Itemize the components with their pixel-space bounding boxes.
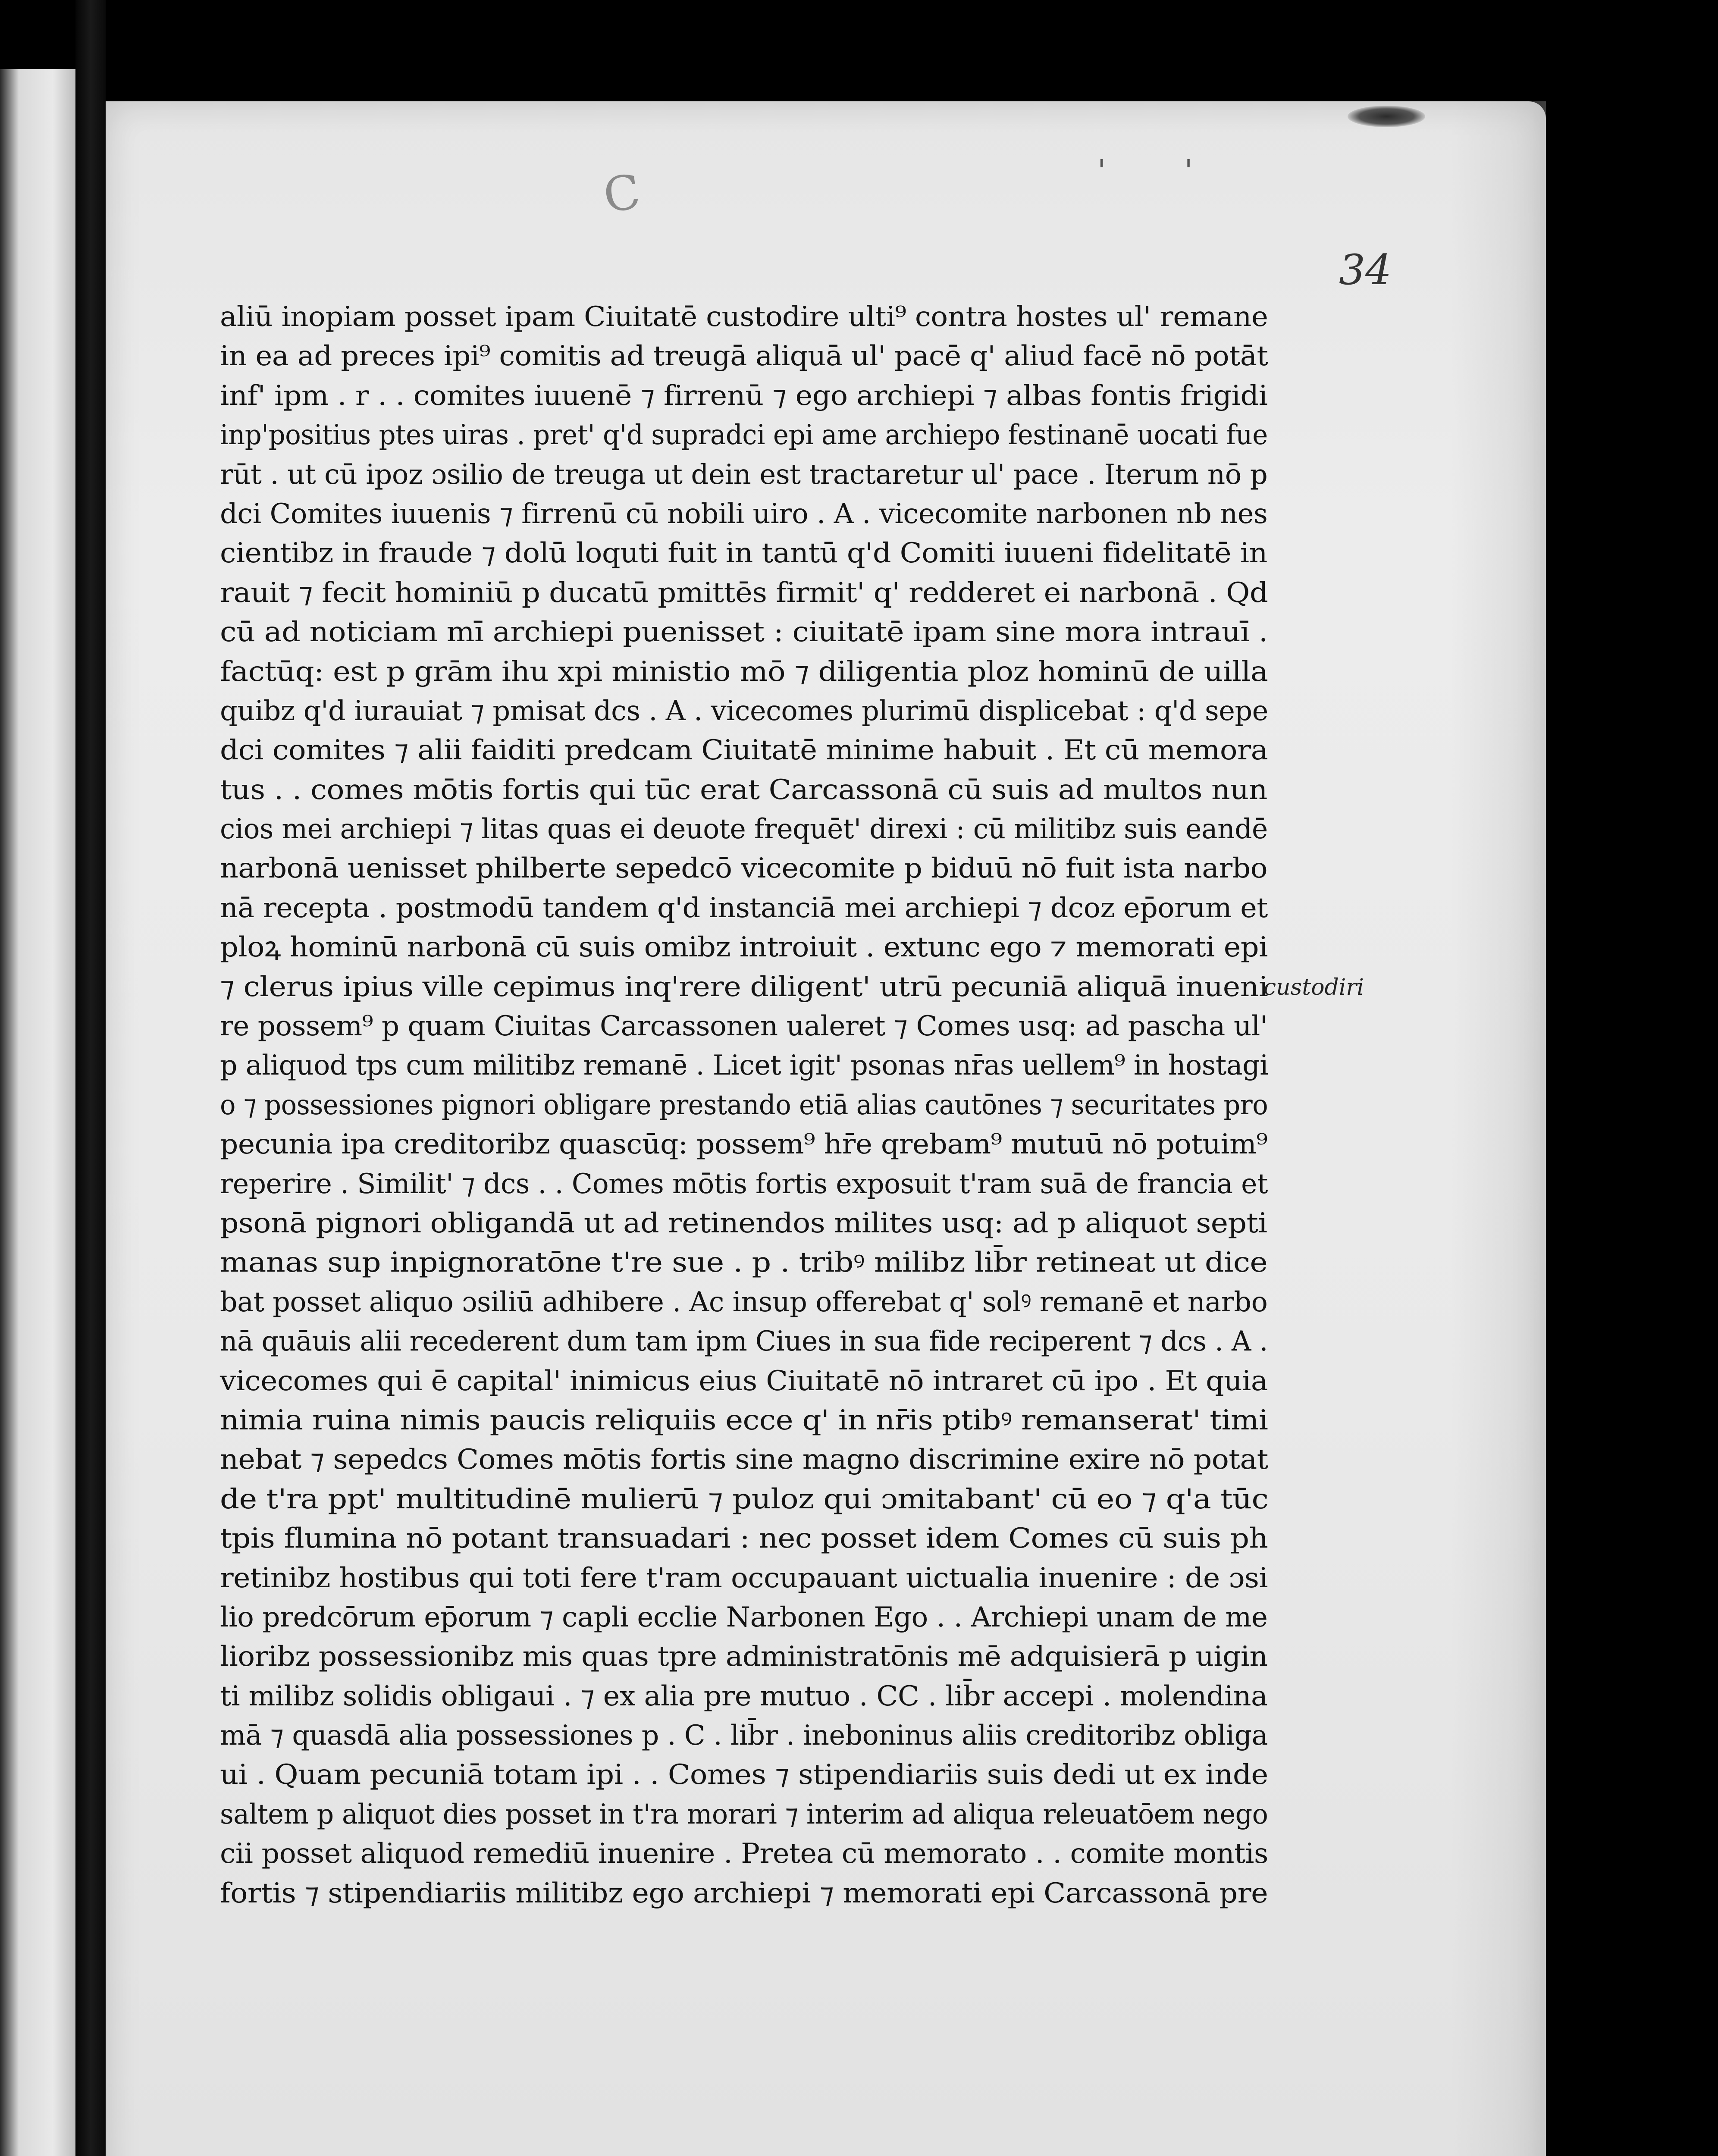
text-line: cientibz in fraude ⁊ dolū loquti fuit in tantū q'd Comiti iuueni fidelitatē in bbox=[220, 537, 1267, 570]
text-line: nā quāuis alii recederent dum tam ipm Ciues in sua fide reciperent ⁊ dcs . A . bbox=[220, 1326, 1268, 1358]
text-line: p aliquod tps cum militibz remanē . Licet igit' psonas nr̄as uellem⁹ in hostagi bbox=[220, 1050, 1268, 1082]
text-line: psonā pignori obligandā ut ad retinendos milites usq: ad p aliquot septi bbox=[220, 1207, 1267, 1239]
text-line: dci Comites iuuenis ⁊ firrenū cū nobili uiro . A . vicecomite narbonen nb nes bbox=[220, 498, 1268, 530]
text-line: dci comites ⁊ alii faiditi predcam Ciuitatē minime habuit . Et cū memora bbox=[220, 734, 1268, 767]
facing-page-edge bbox=[0, 69, 79, 2156]
text-line: ⁊ clerus ipius ville cepimus inq'rere diligent' utrū pecuniā aliquā inueni bbox=[220, 971, 1268, 1003]
text-line: reperire . Similit' ⁊ dcs . . Comes mōtis fortis exposuit t'ram suā de francia et bbox=[220, 1168, 1268, 1200]
text-line: lio predcōrum ep̄orum ⁊ capli ecclie Narbonen Ego . . Archiepi unam de me bbox=[220, 1601, 1268, 1633]
text-line: manas sup inpignoratōne t're sue . p . tribꝰ milibz lib̄r retineat ut dice bbox=[220, 1247, 1268, 1279]
text-line: rūt . ut cū ipoz ɔsilio de treuga ut dein est tractaretur ul' pace . Iterum nō p bbox=[220, 458, 1268, 491]
text-line: de t'ra ppt' multitudinē mulierū ⁊ puloz qui ɔmitabant' cū eo ⁊ q'a tūc bbox=[220, 1483, 1269, 1515]
manuscript-text-block bbox=[220, 298, 1268, 1913]
text-line: ti milibz solidis obligaui . ⁊ ex alia pre mutuo . CC . lib̄r accepi . molendina bbox=[220, 1680, 1268, 1712]
binding-gutter bbox=[75, 0, 106, 2156]
text-line: tus . . comes mōtis fortis qui tūc erat Carcassonā cū suis ad multos nun bbox=[220, 774, 1267, 806]
tick-marks: ' ' bbox=[1097, 153, 1227, 188]
text-line: inf' ipm . r . . comites iuuenē ⁊ firrenū ⁊ ego archiepi ⁊ albas fontis frigidi bbox=[220, 379, 1268, 412]
text-line: mā ⁊ quasdā alia possessiones p . C . lib̄r . ineboninus aliis creditoribz obliga bbox=[220, 1720, 1268, 1752]
corner-mark: C bbox=[600, 163, 644, 224]
text-line: fortis ⁊ stipendiariis militibz ego archiepi ⁊ memorati epi Carcassonā pre bbox=[220, 1877, 1268, 1909]
ink-stain bbox=[1348, 106, 1425, 127]
text-line: inp'positius ptes uiras . pret' q'd supradci epi ame archiepo festinanē uocati fue bbox=[220, 419, 1268, 451]
text-line: re possem⁹ p quam Ciuitas Carcassonen ualeret ⁊ Comes usq: ad pascha ul' bbox=[220, 1010, 1267, 1043]
text-line: nebat ⁊ sepedcs Comes mōtis fortis sine magno discrimine exire nō potat bbox=[220, 1444, 1268, 1476]
text-line: ploꝝ hominū narbonā cū suis omibz introiuit . extunc ego ⁊ memorati epi bbox=[220, 931, 1268, 964]
marginal-note: custodiri bbox=[1263, 975, 1364, 1000]
folio-number: 34 bbox=[1339, 246, 1392, 294]
text-line: pecunia ipa creditoribz quascūq: possem⁹ hr̄e qrebam⁹ mutuū nō potuim⁹ bbox=[220, 1128, 1268, 1161]
text-line: lioribz possessionibz mis quas tpre administratōnis mē adquisierā p uigin bbox=[220, 1641, 1268, 1673]
text-line: nā recepta . postmodū tandem q'd instanciā mei archiepi ⁊ dcoz ep̄orum et bbox=[220, 892, 1268, 924]
text-line: narbonā uenisset philberte sepedcō vicecomite p biduū nō fuit ista narbo bbox=[220, 852, 1268, 885]
text-line: in ea ad preces ipi⁹ comitis ad treugā aliquā ul' pacē q' aliud facē nō potāt bbox=[220, 340, 1268, 373]
text-line: bat posset aliquo ɔsiliū adhibere . Ac insup offerebat q' solꝰ remanē et narbo bbox=[220, 1286, 1268, 1318]
text-line: retinibz hostibus qui toti fere t'ram occupauant uictualia inuenire : de ɔsi bbox=[220, 1562, 1268, 1594]
text-line: aliū inopiam posset ipam Ciuitatē custodire ulti⁹ contra hostes ul' remane bbox=[220, 301, 1268, 333]
text-line: factūq: est p grām ihu xpi ministio mō ⁊ diligentia ploz hominū de uilla bbox=[220, 655, 1268, 688]
text-line: ui . Quam pecuniā totam ipi . . Comes ⁊ stipendiariis suis dedi ut ex inde bbox=[220, 1759, 1268, 1791]
text-line: saltem p aliquot dies posset in t'ra morari ⁊ interim ad aliqua releuatōem nego bbox=[220, 1798, 1268, 1830]
text-line: cū ad noticiam mī archiepi puenisset : ciuitatē ipam sine mora intrauī . bbox=[220, 616, 1268, 649]
text-line: quibz q'd iurauiat ⁊ pmisat dcs . A . vicecomes plurimū displicebat : q'd sepe bbox=[220, 695, 1268, 727]
text-line: rauit ⁊ fecit hominiū p ducatū pmittēs firmit' q' redderet ei narbonā . Qd bbox=[220, 577, 1268, 609]
text-line: cii posset aliquod remediū inuenire . Pretea cū memorato . . comite montis bbox=[220, 1838, 1268, 1870]
text-line: o ⁊ possessiones pignori obligare prestando etiā alias cautōnes ⁊ securitates pro bbox=[220, 1089, 1268, 1121]
text-line: nimia ruina nimis paucis reliquiis ecce q' in nr̄is ptibꝰ remanserat' timi bbox=[220, 1404, 1268, 1436]
text-line: tpis flumina nō potant transuadari : nec posset idem Comes cū suis ph bbox=[220, 1523, 1268, 1555]
text-line: vicecomes qui ē capital' inimicus eius Ciuitatē nō intraret cū ipo . Et quia bbox=[220, 1365, 1268, 1397]
manuscript-folio bbox=[106, 101, 1546, 2156]
text-line: cios mei archiepi ⁊ litas quas ei deuote frequēt' direxi : cū militibz suis eandē bbox=[220, 813, 1268, 846]
